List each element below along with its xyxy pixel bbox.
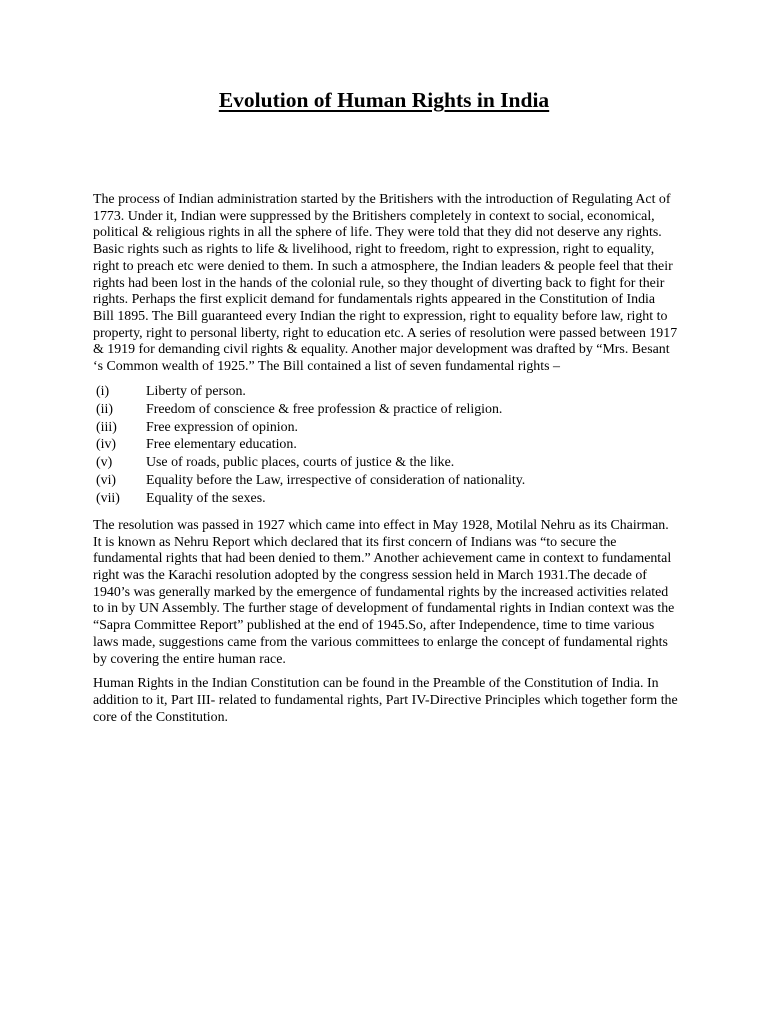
list-item <box>93 490 679 508</box>
list-item-text: Free expression of opinion. <box>146 419 298 435</box>
list-item-text: Freedom of conscience & free profession & practice of religion. <box>146 401 503 417</box>
list-item <box>93 383 679 401</box>
paragraph-constitution: Human Rights in the Indian Constitution can be found in the Preamble of the Constitution of India. In addition to it, Part III- related to fundamental rights, Part IV-Directive Principles which together form the core of the Constitution. <box>93 676 678 725</box>
document-title-text: Evolution of Human Rights in India <box>218 88 550 112</box>
list-item <box>93 472 679 490</box>
list-item-number: (v) <box>96 455 113 471</box>
list-item <box>93 436 679 454</box>
list-item-number: (ii) <box>96 401 113 417</box>
list-item-number: (i) <box>96 383 110 399</box>
list-item-number: (iii) <box>96 419 117 435</box>
list-item <box>93 454 679 472</box>
list-item-text: Equality of the sexes. <box>146 491 266 507</box>
document-body <box>93 192 679 726</box>
list-item-number: (vi) <box>96 473 117 489</box>
list-item-text: Free elementary education. <box>146 437 297 453</box>
list-item <box>93 401 679 419</box>
list-item-text: Use of roads, public places, courts of justice & the like. <box>146 455 455 471</box>
paragraph-nehru-report: The resolution was passed in 1927 which came into effect in May 1928, Motilal Nehru as its Chairman. It is known as Nehru Report which declared that its first concern of Indians was “to secure the fundamental rights that had been denied to them.” Another achievement came in context to fundamental right was the Karachi resolution adopted by the congress session held in March 1931.The decade of 1940’s was generally marked by the emergence of fundamental rights by the increased activities related to in by UN Assembly. The further stage of development of fundamental rights in Indian context was the “Sapra Committee Report” published at the end of 1945.So, after Independence, time to time various laws made, suggestions came from the various committees to enlarge the concept of fundamental rights by covering the entire human race. <box>93 517 675 667</box>
document-title <box>0 88 768 113</box>
list-item-text: Equality before the Law, irrespective of consideration of nationality. <box>146 473 526 489</box>
paragraph-intro: The process of Indian administration started by the Britishers with the introduction of Regulating Act of 1773. Under it, Indian were suppressed by the Britishers completely in context to social, economical, political & religious rights in all the sphere of life. They were told that they did not deserve any rights. Basic rights such as rights to life & livelihood, right to freedom, right to expression, right to equality, right to preach etc were denied to them. In such a atmosphere, the Indian leaders & people feel that their rights had been lost in the hands of the colonial rule, so they thought of diverting back to fight for their rights. Perhaps the first explicit demand for fundamentals rights appeared in the Constitution of India Bill 1895. The Bill guaranteed every Indian the right to expression, right to equality before law, right to property, right to personal liberty, right to education etc. A series of resolution were passed between 1917 & 1919 for demanding civil rights & equality. Another major development was drafted by “Mrs. Besant ‘s Common wealth of 1925.” The Bill contained a list of seven fundamental rights – <box>93 192 678 375</box>
fundamental-rights-list <box>93 383 679 508</box>
list-item-number: (iv) <box>96 437 117 453</box>
list-item-text: Liberty of person. <box>146 383 246 399</box>
list-item-number: (vii) <box>96 491 120 507</box>
list-item <box>93 419 679 437</box>
